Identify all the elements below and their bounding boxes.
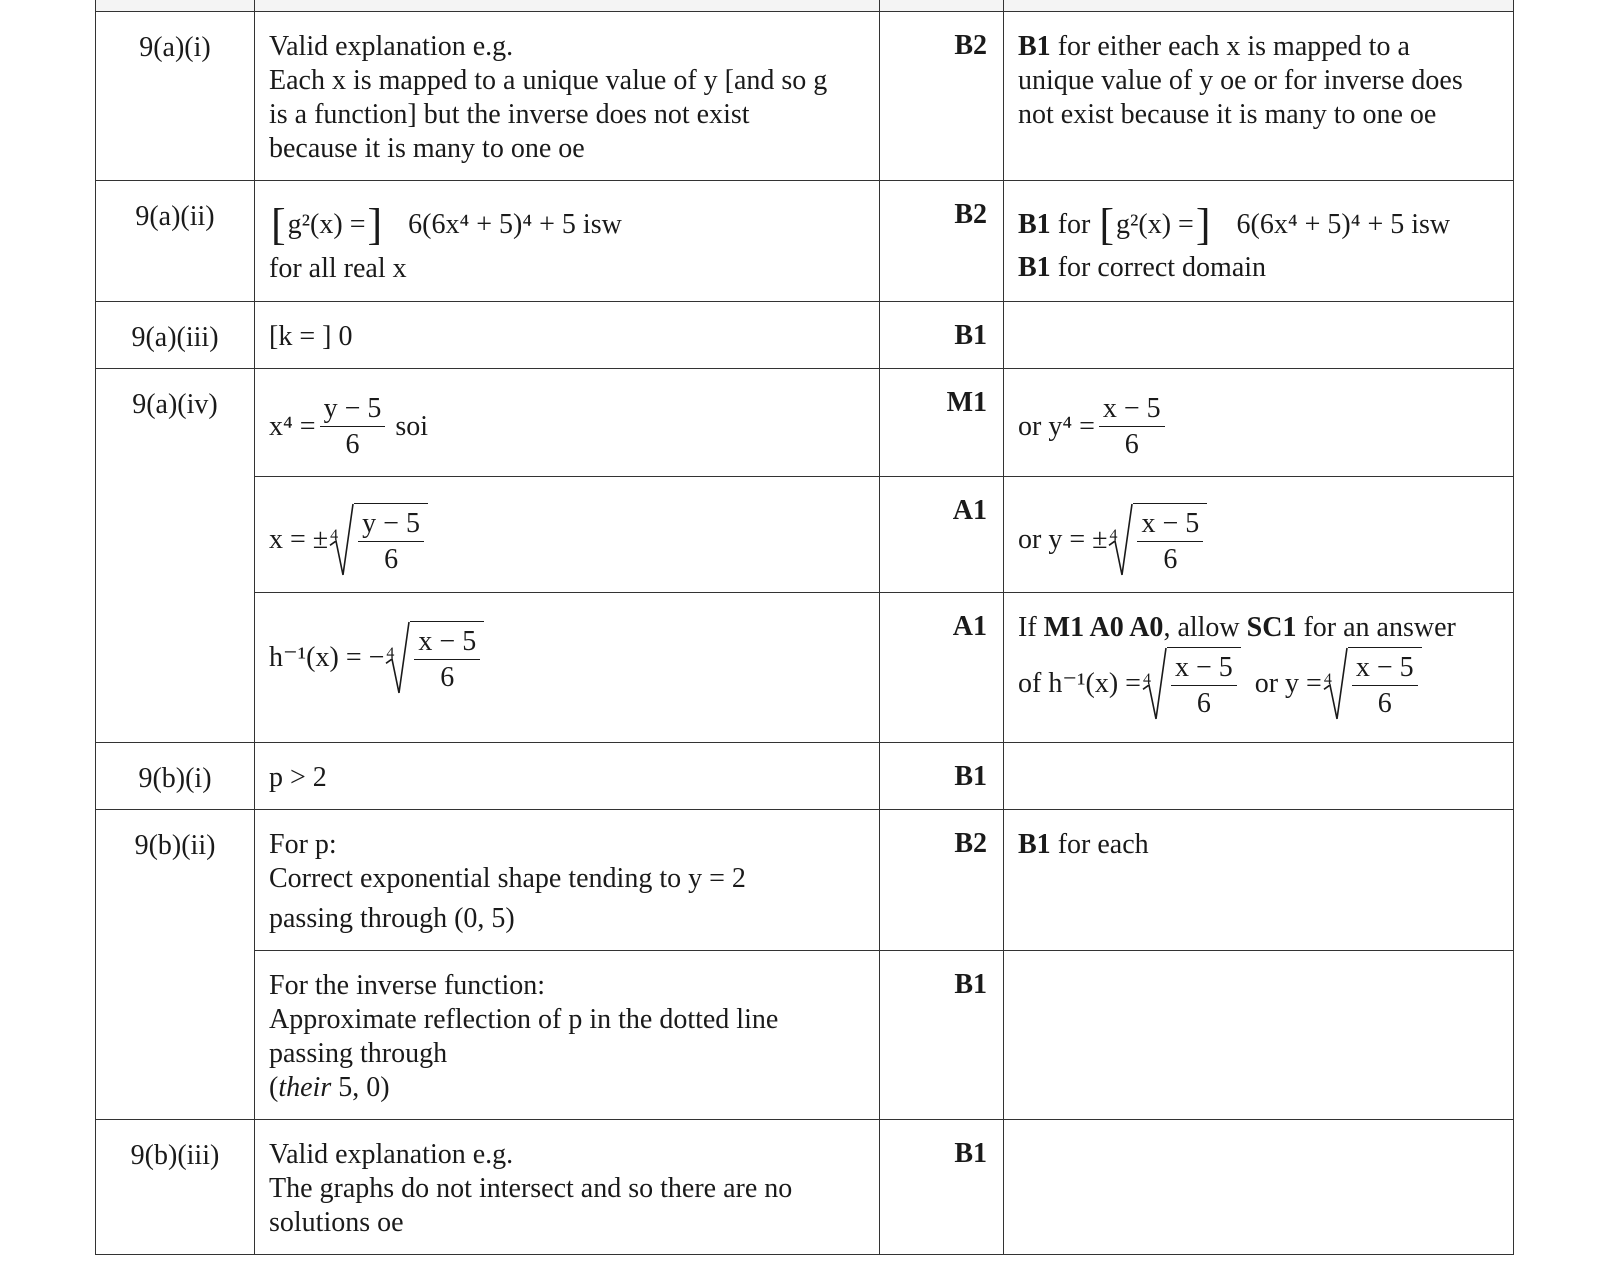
answer-text: ( [269, 1072, 279, 1103]
fraction [1352, 650, 1418, 721]
mark-code: B1 [1018, 209, 1051, 240]
bracket-open: [ [271, 200, 286, 249]
answer-line: Valid explanation e.g. [269, 1139, 514, 1170]
guidance-cell [1004, 12, 1514, 181]
guidance-cell [1004, 477, 1514, 593]
guidance-cell [1004, 951, 1514, 1120]
marks-cell: A1 [880, 477, 1004, 593]
answer-line: The graphs do not intersect and so there are no [269, 1173, 793, 1204]
fraction [1137, 506, 1203, 577]
guidance-cell [1004, 593, 1514, 743]
table-row [96, 369, 1514, 477]
answer-line: Valid explanation e.g. [269, 31, 514, 62]
answer-cell [255, 593, 880, 743]
numerator: y − 5 [358, 506, 424, 542]
bracket-close: ] [367, 200, 383, 249]
denominator: 6 [345, 429, 360, 460]
question-number: 9(b)(i) [96, 743, 255, 810]
mark-code: B1 [1018, 252, 1051, 283]
numerator: x − 5 [1137, 506, 1203, 542]
question-number: 9(b)(ii) [96, 810, 255, 1120]
answer-cell [255, 1120, 880, 1255]
table-row [96, 593, 1514, 743]
mark-code: B1 [1018, 31, 1051, 62]
denominator: 6 [1377, 688, 1392, 719]
answer-cell [255, 477, 880, 593]
answer-line: because it is many to one oe [269, 133, 585, 164]
guidance-text: for either each x is mapped to a [1050, 31, 1410, 62]
expression-lhs: or y = [1254, 668, 1322, 699]
answer-line: For p: [269, 829, 337, 860]
question-number: 9(a)(iv) [96, 369, 255, 743]
answer-line: Approximate reflection of p in the dotted line [269, 1004, 779, 1035]
guidance-text: , allow [1163, 612, 1247, 643]
expression-lhs: or y⁴ = [1018, 410, 1095, 442]
numerator: y − 5 [320, 391, 386, 427]
answer-text: 5, 0) [331, 1072, 390, 1103]
guidance-text: for [1050, 209, 1098, 240]
root-index: 4 [1142, 671, 1151, 688]
denominator: 6 [1196, 688, 1211, 719]
table-row [96, 1120, 1514, 1255]
fourth-root [328, 503, 428, 577]
expression-lhs: x⁴ = [269, 410, 316, 442]
table-row [96, 12, 1514, 181]
guidance-cell [1004, 743, 1514, 810]
question-number: 9(a)(i) [96, 12, 255, 181]
guidance-line: not exist because it is many to one oe [1018, 99, 1437, 130]
guidance-text: for an answer [1296, 612, 1456, 643]
expression: 6(6x⁴ + 5)⁴ + 5 isw [408, 209, 622, 240]
root-index: 4 [1323, 671, 1332, 688]
numerator: x − 5 [414, 624, 480, 660]
guidance-cell [1004, 810, 1514, 951]
marks-cell: B2 [880, 810, 1004, 951]
denominator: 6 [1124, 429, 1139, 460]
answer-line: passing through [269, 1038, 448, 1069]
marks-cell: B2 [880, 181, 1004, 302]
header-stub-row [96, 0, 1514, 12]
answer-line: passing through (0, 5) [269, 903, 515, 934]
guidance-text: for each [1050, 829, 1149, 860]
answer-cell [255, 810, 880, 951]
answer-cell [255, 743, 880, 810]
expression-lhs: of h⁻¹(x) = [1018, 668, 1141, 699]
expression-lhs: x = ± [269, 524, 329, 555]
table-row [96, 743, 1514, 810]
answer-line: [k = ] 0 [269, 321, 353, 352]
fraction [1099, 391, 1165, 462]
table-row [96, 181, 1514, 302]
root-index: 4 [1109, 527, 1118, 544]
root-index: 4 [386, 645, 395, 662]
fraction [1171, 650, 1237, 721]
bracket-close: ] [1195, 200, 1211, 249]
expression-lhs: or y = ± [1018, 524, 1108, 555]
numerator: x − 5 [1099, 391, 1165, 427]
guidance-cell [1004, 302, 1514, 369]
answer-cell [255, 369, 880, 477]
answer-suffix: soi [395, 410, 429, 442]
mark-scheme-table [95, 0, 1514, 1255]
fourth-root [384, 621, 484, 695]
answer-line: solutions oe [269, 1207, 404, 1238]
answer-cell [255, 181, 880, 302]
answer-cell [255, 951, 880, 1120]
guidance-cell [1004, 369, 1514, 477]
fourth-root [1141, 647, 1241, 721]
mark-code: B1 [1018, 829, 1051, 860]
marks-cell: B2 [880, 12, 1004, 181]
table-row [96, 951, 1514, 1120]
expression: 6(6x⁴ + 5)⁴ + 5 isw [1236, 209, 1451, 240]
marks-cell: A1 [880, 593, 1004, 743]
table-row [96, 302, 1514, 369]
marks-cell: M1 [880, 369, 1004, 477]
table-row [96, 810, 1514, 951]
answer-line: Correct exponential shape tending to y = 2 [269, 863, 746, 894]
root-index: 4 [330, 527, 339, 544]
question-number: 9(a)(iii) [96, 302, 255, 369]
numerator: x − 5 [1171, 650, 1237, 686]
bracket-open: [ [1099, 200, 1114, 249]
fourth-root [1322, 647, 1422, 721]
answer-text: their [278, 1072, 332, 1103]
marks-cell: B1 [880, 951, 1004, 1120]
denominator: 6 [1163, 544, 1178, 575]
mark-code: SC1 [1246, 612, 1297, 643]
expression-lhs: h⁻¹(x) = − [269, 642, 385, 673]
expression-lhs: g²(x) = [1116, 209, 1194, 240]
table-row [96, 477, 1514, 593]
numerator: x − 5 [1352, 650, 1418, 686]
mark-code: M1 A0 A0 [1043, 612, 1164, 643]
expression-lhs: g²(x) = [287, 209, 366, 240]
fraction [358, 506, 424, 577]
denominator: 6 [440, 662, 455, 693]
fraction [414, 624, 480, 695]
guidance-text: for correct domain [1050, 252, 1267, 283]
marks-cell: B1 [880, 302, 1004, 369]
answer-line: is a function] but the inverse does not exist [269, 99, 750, 130]
guidance-cell [1004, 181, 1514, 302]
fourth-root [1107, 503, 1207, 577]
answer-cell [255, 12, 880, 181]
answer-line: Each x is mapped to a unique value of y [and so g [269, 65, 828, 96]
answer-line: p > 2 [269, 762, 327, 793]
guidance-line: unique value of y oe or for inverse does [1018, 65, 1463, 96]
answer-line: For the inverse function: [269, 970, 546, 1001]
guidance-cell [1004, 1120, 1514, 1255]
marks-cell: B1 [880, 1120, 1004, 1255]
marks-cell: B1 [880, 743, 1004, 810]
question-number: 9(a)(ii) [96, 181, 255, 302]
guidance-text: If [1018, 612, 1044, 643]
denominator: 6 [384, 544, 399, 575]
answer-cell [255, 302, 880, 369]
answer-line: for all real x [269, 253, 407, 284]
question-number: 9(b)(iii) [96, 1120, 255, 1255]
fraction [320, 391, 386, 462]
